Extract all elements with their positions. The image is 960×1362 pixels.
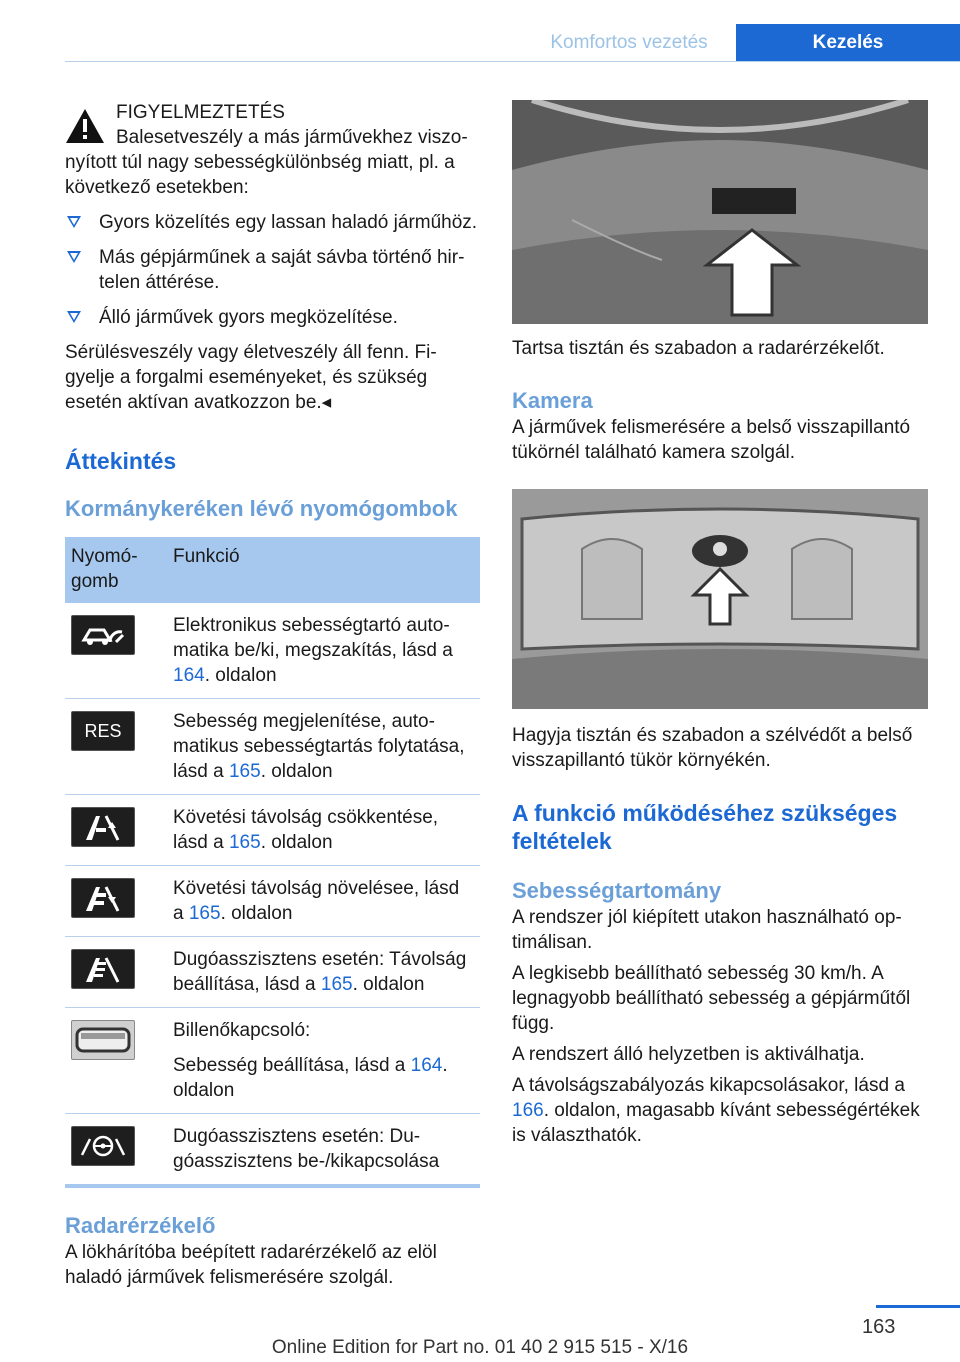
function-cell: Követési távolság csökkentése, lásd a 165. oldalon	[167, 795, 480, 866]
buttons-subheading: Kormánykeréken lévő nyomógombok	[65, 496, 458, 521]
res-icon: RES	[71, 711, 135, 751]
table-row	[65, 795, 480, 866]
buttons-table	[65, 537, 480, 1188]
warning-bullets	[65, 210, 480, 330]
overview-heading: Áttekintés	[65, 448, 177, 474]
radar-caption: Tartsa tisztán és szabadon a radarérzékelőt.	[512, 338, 885, 359]
page-link[interactable]: 166	[512, 1100, 544, 1121]
warning-triangle-icon	[65, 108, 105, 144]
table-row	[65, 1114, 480, 1187]
table-row	[65, 937, 480, 1008]
camera-heading: Kamera	[512, 388, 593, 413]
left-column	[65, 100, 480, 1290]
table-row	[65, 1008, 480, 1114]
distance-increase-icon	[71, 878, 135, 918]
camera-caption: Hagyja tisztán és szabadon a szélvédőt a belső visszapillantó tükör környékén.	[512, 725, 913, 771]
page-link[interactable]: 165	[228, 832, 261, 853]
function-cell: Dugóasszisztens esetén: Távolság beállítása, lásd a 165. oldalon	[167, 937, 480, 1008]
header-section: Komfortos vezetés	[550, 32, 708, 53]
conditions-p1: A rendszer jól kiépített utakon használható optimálisan.	[512, 907, 902, 953]
conditions-heading: A funkció működéséhez szükséges feltételek	[512, 800, 898, 854]
table-row	[65, 866, 480, 937]
page-link[interactable]: 165	[188, 903, 221, 924]
conditions-p4: A távolságszabályozás kikapcsolásakor, lásd a 166. oldalon, magasabb kívánt sebességértékek is választhatók.	[512, 1075, 920, 1146]
function-cell: Billenőkapcsoló: Sebesség beállítása, lásd a 164. oldalon	[167, 1008, 480, 1114]
radar-text: A lökhárítóba beépített radarérzékelő az elöl haladó járművek felismerésére szolgál.	[65, 1242, 437, 1288]
header-rule	[65, 61, 960, 62]
col-header-button: Nyomógomb	[65, 537, 167, 603]
function-cell: Elektronikus sebességtartó automatika be/ki, megszakítás, lásd a 164. oldalon	[167, 603, 480, 699]
conditions-p2: A legkisebb beállítható sebesség 30 km/h. A legnagyobb beállítható sebesség a gépjárműtől függ.	[512, 963, 911, 1034]
function-cell: Követési távolság növelésee, lásd a 165. oldalon	[167, 866, 480, 937]
warning-text: Balesetveszély a más járművekhez viszonyított túl nagy sebességkülönbség miatt, pl. a következő esetekben:	[65, 127, 468, 198]
camera-text: A járművek felismerésére a belső visszapillantó tükörnél található kamera szolgál.	[512, 417, 911, 463]
bullet-item: Gyors közelítés egy lassan haladó járműhöz.	[65, 210, 480, 235]
page-link[interactable]: 165	[320, 974, 353, 995]
warning-closing: Sérülésveszély vagy életveszély áll fenn. Figyelje a forgalmi eseményeket, és szükség esetén aktívan avatkozzon be.◂	[65, 342, 437, 413]
page-header	[0, 24, 960, 62]
table-row	[65, 603, 480, 699]
distance-set-icon	[71, 949, 135, 989]
table-row	[65, 699, 480, 795]
page-link[interactable]: 165	[228, 761, 261, 782]
bullet-item: Álló járművek gyors megközelítése.	[65, 305, 480, 330]
radar-sensor-photo	[512, 100, 928, 324]
footer-edition: Online Edition for Part no. 01 40 2 915 515 - X/16	[271, 1337, 689, 1358]
footer-rule	[876, 1305, 960, 1308]
warning-title: FIGYELMEZTETÉS	[116, 102, 285, 123]
header-chapter-tab: Kezelés	[736, 24, 960, 62]
conditions-p3: A rendszert álló helyzetben is aktiválhatja.	[512, 1044, 865, 1065]
page-link[interactable]: 164	[410, 1055, 443, 1076]
col-header-function: Funkció	[167, 537, 480, 603]
page-number: 163	[862, 1316, 896, 1338]
traffic-jam-assist-icon	[71, 1126, 135, 1166]
right-column	[512, 100, 928, 1148]
rocker-switch-icon	[71, 1020, 135, 1060]
table-header-row	[65, 537, 480, 603]
camera-photo	[512, 489, 928, 709]
warning-block	[65, 100, 480, 125]
speed-range-heading: Sebességtartomány	[512, 878, 722, 903]
bullet-item: Más gépjárműnek a saját sávba történő hirtelen áttérése.	[65, 245, 480, 295]
radar-heading: Radarérzékelő	[65, 1213, 216, 1238]
cruise-control-icon	[71, 615, 135, 655]
function-cell: Dugóasszisztens esetén: Dugóasszisztens be-/kikapcsolása	[167, 1114, 480, 1187]
function-cell: Sebesség megjelenítése, automatikus sebességtartás folytatása, lásd a 165. oldalon	[167, 699, 480, 795]
page-link[interactable]: 164	[173, 665, 205, 686]
distance-decrease-icon	[71, 807, 135, 847]
